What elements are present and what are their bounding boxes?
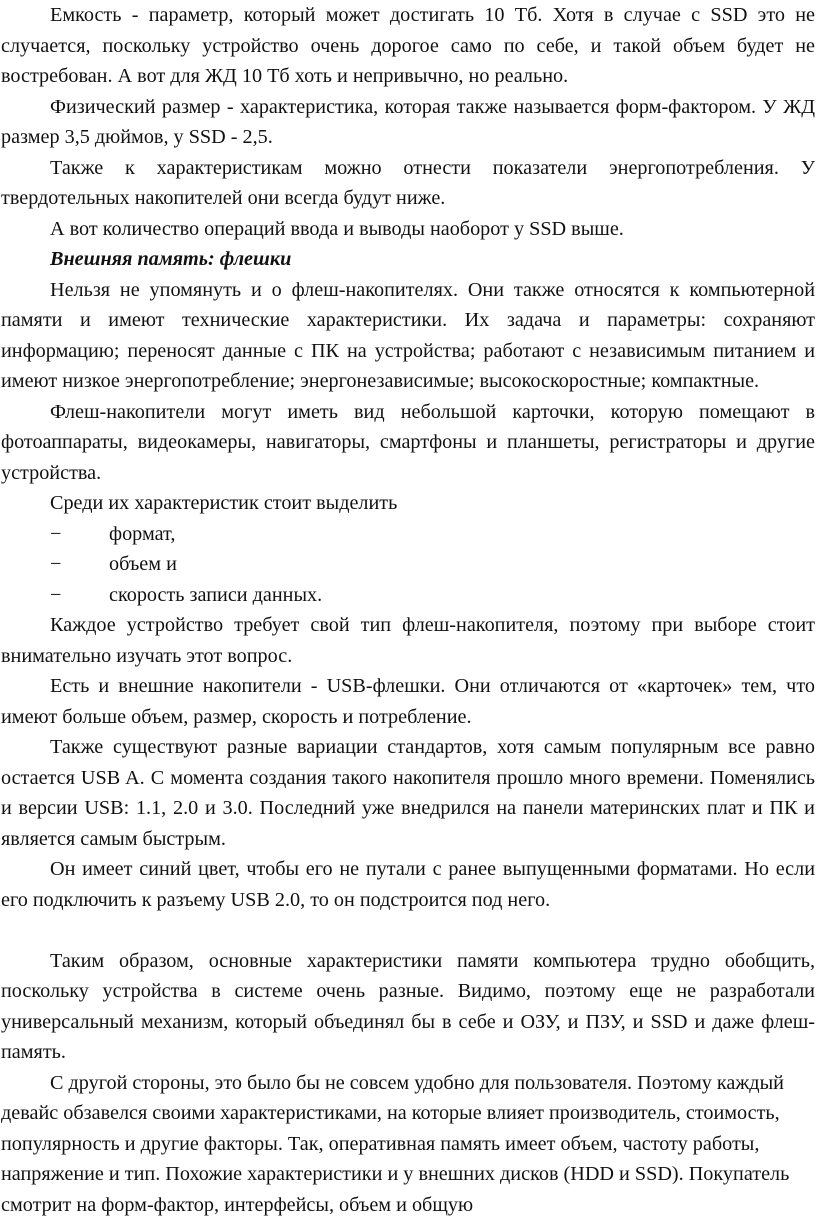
paragraph-other-side: С другой стороны, это было бы не совсем удобно для пользователя. Поэтому каждый девайс обзавелся своими характеристиками, на которые влияет производитель, стоимость, популярность и другие факторы. Так, оперативная память имеет объем, частоту работы, напряжение и тип. Похожие характеристики и у внешних дисков (HDD и SSD). Покупатель смотрит на форм-фактор, интерфейсы, объем и общую xyxy=(1,1068,815,1220)
paragraph-standards: Также существуют разные вариации стандартов, хотя самым популярным все равно остается USB A. С момента создания такого накопителя прошло много времени. Поменялись и версии USB: 1.1, 2.0 и 3.0. Последний уже внедрился на панели материнских плат и ПК и является самым быстрым. xyxy=(1,732,815,854)
paragraph-flash-intro: Нельзя не упомянуть и о флеш-накопителях. Они также относятся к компьютерной памяти и имеют технические характеристики. Их задача и параметры: сохраняют информацию; переносят данные с ПК на устройства; работают с независимым питанием и имеют низкое энергопотребление; энергонезависимые; высокоскоростные; компактные. xyxy=(1,275,815,397)
paragraph-power: Также к характеристикам можно отнести показатели энергопотребления. У твердотельных накопителей они всегда будут ниже. xyxy=(1,153,815,214)
list-item xyxy=(1,519,815,550)
paragraph-list-intro: Среди их характеристик стоит выделить xyxy=(1,488,815,519)
characteristics-list xyxy=(1,519,815,611)
paragraph-choice: Каждое устройство требует свой тип флеш-накопителя, поэтому при выборе стоит внимательно изучать этот вопрос. xyxy=(1,610,815,671)
list-marker: − xyxy=(1,580,109,611)
paragraph-blue: Он имеет синий цвет, чтобы его не путали с ранее выпущенными форматами. Но если его подключить к разъему USB 2.0, то он подстроится под него. xyxy=(1,854,815,915)
list-marker: − xyxy=(1,519,109,550)
paragraph-usb: Есть и внешние накопители - USB-флешки. Они отличаются от «карточек» тем, что имеют больше объем, размер, скорость и потребление. xyxy=(1,671,815,732)
paragraph-conclusion: Таким образом, основные характеристики памяти компьютера трудно обобщить, поскольку устройства в системе очень разные. Видимо, поэтому еще не разработали универсальный механизм, который объединял бы в себе и ОЗУ, и ПЗУ, и SSD и даже флеш-память. xyxy=(1,946,815,1068)
blank-line xyxy=(1,915,815,946)
paragraph-size: Физический размер - характеристика, которая также называется форм-фактором. У ЖД размер 3,5 дюймов, у SSD - 2,5. xyxy=(1,92,815,153)
paragraph-capacity: Емкость - параметр, который может достигать 10 Тб. Хотя в случае с SSD это не случается, поскольку устройство очень дорогое само по себе, и такой объем будет не востребован. А вот для ЖД 10 Тб хоть и непривычно, но реально. xyxy=(1,0,815,92)
paragraph-flash-cards: Флеш-накопители могут иметь вид небольшой карточки, которую помещают в фотоаппараты, видеокамеры, навигаторы, смартфоны и планшеты, регистраторы и другие устройства. xyxy=(1,397,815,489)
list-item xyxy=(1,580,815,611)
list-item-text: скорость записи данных. xyxy=(109,580,322,611)
paragraph-io: А вот количество операций ввода и выводы наоборот у SSD выше. xyxy=(1,214,815,245)
list-item-text: формат, xyxy=(109,519,175,550)
document-page xyxy=(1,0,815,1220)
list-item-text: объем и xyxy=(109,549,177,580)
list-item xyxy=(1,549,815,580)
section-heading-flash: Внешняя память: флешки xyxy=(1,244,815,275)
list-marker: − xyxy=(1,549,109,580)
